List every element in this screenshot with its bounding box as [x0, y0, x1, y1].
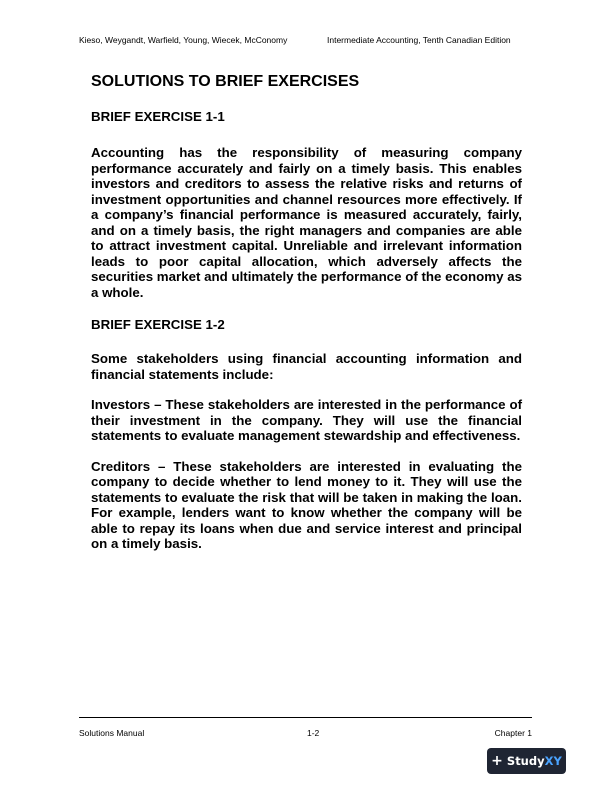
- plus-icon: +: [491, 753, 503, 769]
- page-footer: [79, 728, 532, 738]
- header-authors: Kieso, Weygandt, Warfield, Young, Wiecek, McConomy: [79, 35, 288, 45]
- watermark-brand-main: Study: [506, 754, 545, 768]
- exercise-1-2-investors-paragraph: Investors – These stakeholders are interested in the performance of their investment in the company. They will use the financial statements to evaluate management stewardship and effectiveness.: [91, 397, 522, 443]
- footer-divider: [79, 717, 532, 718]
- footer-manual-label: Solutions Manual: [79, 728, 145, 738]
- header-book-title: Intermediate Accounting, Tenth Canadian Edition: [327, 35, 511, 45]
- exercise-1-2-creditors-paragraph: Creditors – These stakeholders are interested in evaluating the company to decide whether to lend money to it. They will use the statements to evaluate the risk that will be taken in making the loan. For example, lenders want to know whether the company will be able to repay its loans when due and service interest and principal on a timely basis.: [91, 458, 522, 551]
- main-content: [91, 72, 522, 552]
- exercise-heading-1-2: BRIEF EXERCISE 1-2: [91, 317, 225, 332]
- page-title: SOLUTIONS TO BRIEF EXERCISES: [91, 73, 360, 90]
- exercise-1-1-paragraph: Accounting has the responsibility of measuring company performance accurately and fairly on a timely basis. This enables investors and creditors to assess the relative risks and returns of investment opportunities and channel resources more effectively. If a company’s financial performance is measured accurately, fairly, and on a timely basis, the right managers and companies are able to attract investment capital. Unreliable and irrelevant information leads to poor capital allocation, which adversely affects the securities market and ultimately the performance of the economy as a whole.: [91, 145, 522, 300]
- exercise-heading-1-1: BRIEF EXERCISE 1-1: [91, 109, 225, 124]
- studyxy-watermark[interactable]: [487, 748, 566, 774]
- page-header: [79, 35, 533, 45]
- exercise-1-2-intro-paragraph: Some stakeholders using financial accounting information and financial statements include:: [91, 351, 522, 382]
- footer-chapter-label: Chapter 1: [494, 728, 532, 738]
- watermark-brand-accent: XY: [544, 754, 562, 768]
- footer-page-number: 1-2: [307, 728, 320, 738]
